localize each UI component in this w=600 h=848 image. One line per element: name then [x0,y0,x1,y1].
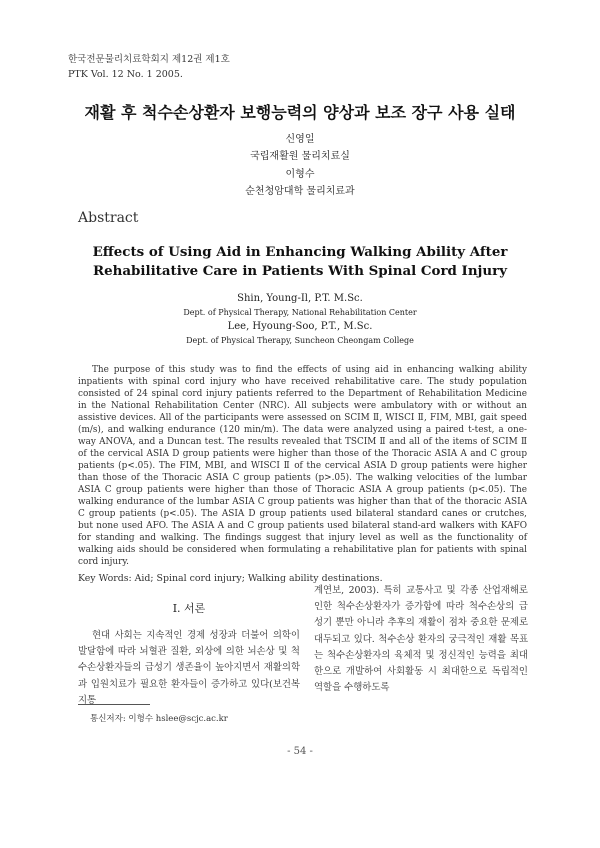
journal-name: 한국전문물리치료학회지 제12권 제1호 [68,54,230,65]
english-title-line-2: Rehabilitative Care in Patients With Spinal Cord Injury [93,263,507,279]
author-affiliation: 순천청암대학 물리치료과 [245,186,355,197]
abstract-body [78,364,527,568]
body-paragraph: 계연보, 2003). 특히 교통사고 및 각종 산업재해로 인한 척수손상환자가 증가함에 따라 척수손상의 급성기 뿐만 아니라 추후의 재활이 점차 중요한 문제로 대두되고 있다. 척수손상 환자의 궁극적인 재활 목표는 척수손상환자의 육체적 및 정신적인 능력을 최대한으로 개발하여 사회활동 시 최대한으로 독립적인 역할을 수행하도록 [314,585,528,694]
author-affiliation: Dept. of Physical Therapy, National Rehabilitation Center [183,308,417,317]
author-name: Shin, Young-Il, P.T. M.Sc. [237,293,363,304]
author-name: 이형수 [285,169,315,180]
footnote-divider [78,704,150,705]
body-paragraph: 현대 사회는 지속적인 경제 성장과 더불어 의학이 발달함에 따라 뇌혈관 질환, 외상에 의한 뇌손상 및 척수손상환자들의 급성기 생존율이 높아지면서 재활의학과 입원치료가 필요한 환자들이 증가하고 있다(보건복지통 [78,630,300,706]
english-title [0,243,600,281]
abstract-heading: Abstract [78,210,139,226]
english-title-line-1: Effects of Using Aid in Enhancing Walking Ability After [92,244,508,260]
english-author-1 [0,291,600,320]
page-number: - 54 - [287,746,313,757]
journal-header [68,52,230,82]
abstract-text: The purpose of this study was to find the effects of using aid in enhancing walking ability inpatients with spinal cord injury who have received rehabilitative care. The study population consisted of 24 spinal cord injury patients referred to the Department of Rehabilitation Medicine in the National Rehabilitation Center (NRC). All subjects were ambulatory with or without an assistive devices. All of the participants were assessed on SCIM Ⅱ, WISCI Ⅱ, FIM, MBI, gait speed (m/s), and walking endurance (120 min/m). The data were analyzed using a paired t-test, a one-way ANOVA, and a Duncan test. The results revealed that TSCIM Ⅱ and all of the items of SCIM Ⅱ of the cervical ASIA D group patients were higher than those of the Thoracic ASIA A and C group patients (p<.05). The FIM, MBI, and WISCI Ⅱ of the cervical ASIA D group patients were higher than those of the Thoracic ASIA C group patients (p>.05). The walking velocities of the lumbar ASIA C group patients were higher than those of Thoracic ASIA A group patients (p<.05). The walking endurance of the lumbar ASIA C group patients was higher than that of the thoracic ASIA C group patients (p<.05). The ASIA D group patients used bilateral standard canes or crutches, but none used AFO. The ASIA A and C group patients used bilateral stand-ard walkers with KAFO for standing and walking. The findings suggest that injury level as well as the functionality of walking aids should be considered when formulating a rehabilitative plan for patients with spinal cord injury. [78,365,527,567]
author-name: 신영일 [285,134,315,145]
english-author-2 [0,319,600,348]
journal-volume: PTK Vol. 12 No. 1 2005. [68,69,183,80]
korean-author-2 [0,166,600,200]
korean-title: 재활 후 척수손상환자 보행능력의 양상과 보조 장구 사용 실태 [84,103,516,122]
body-right-column [314,583,528,696]
author-affiliation: Dept. of Physical Therapy, Suncheon Cheongam College [186,336,414,345]
footnote: 통신저자: 이형수 hslee@scjc.ac.kr [90,714,228,724]
author-affiliation: 국립재활원 물리치료실 [250,151,350,162]
section-heading: Ⅰ. 서론 [172,602,206,615]
keywords: Key Words: Aid; Spinal cord injury; Walking ability destinations. [78,573,383,584]
author-name: Lee, Hyoung-Soo, P.T., M.Sc. [227,321,373,332]
korean-author-1 [0,131,600,165]
body-left-column [78,628,300,709]
